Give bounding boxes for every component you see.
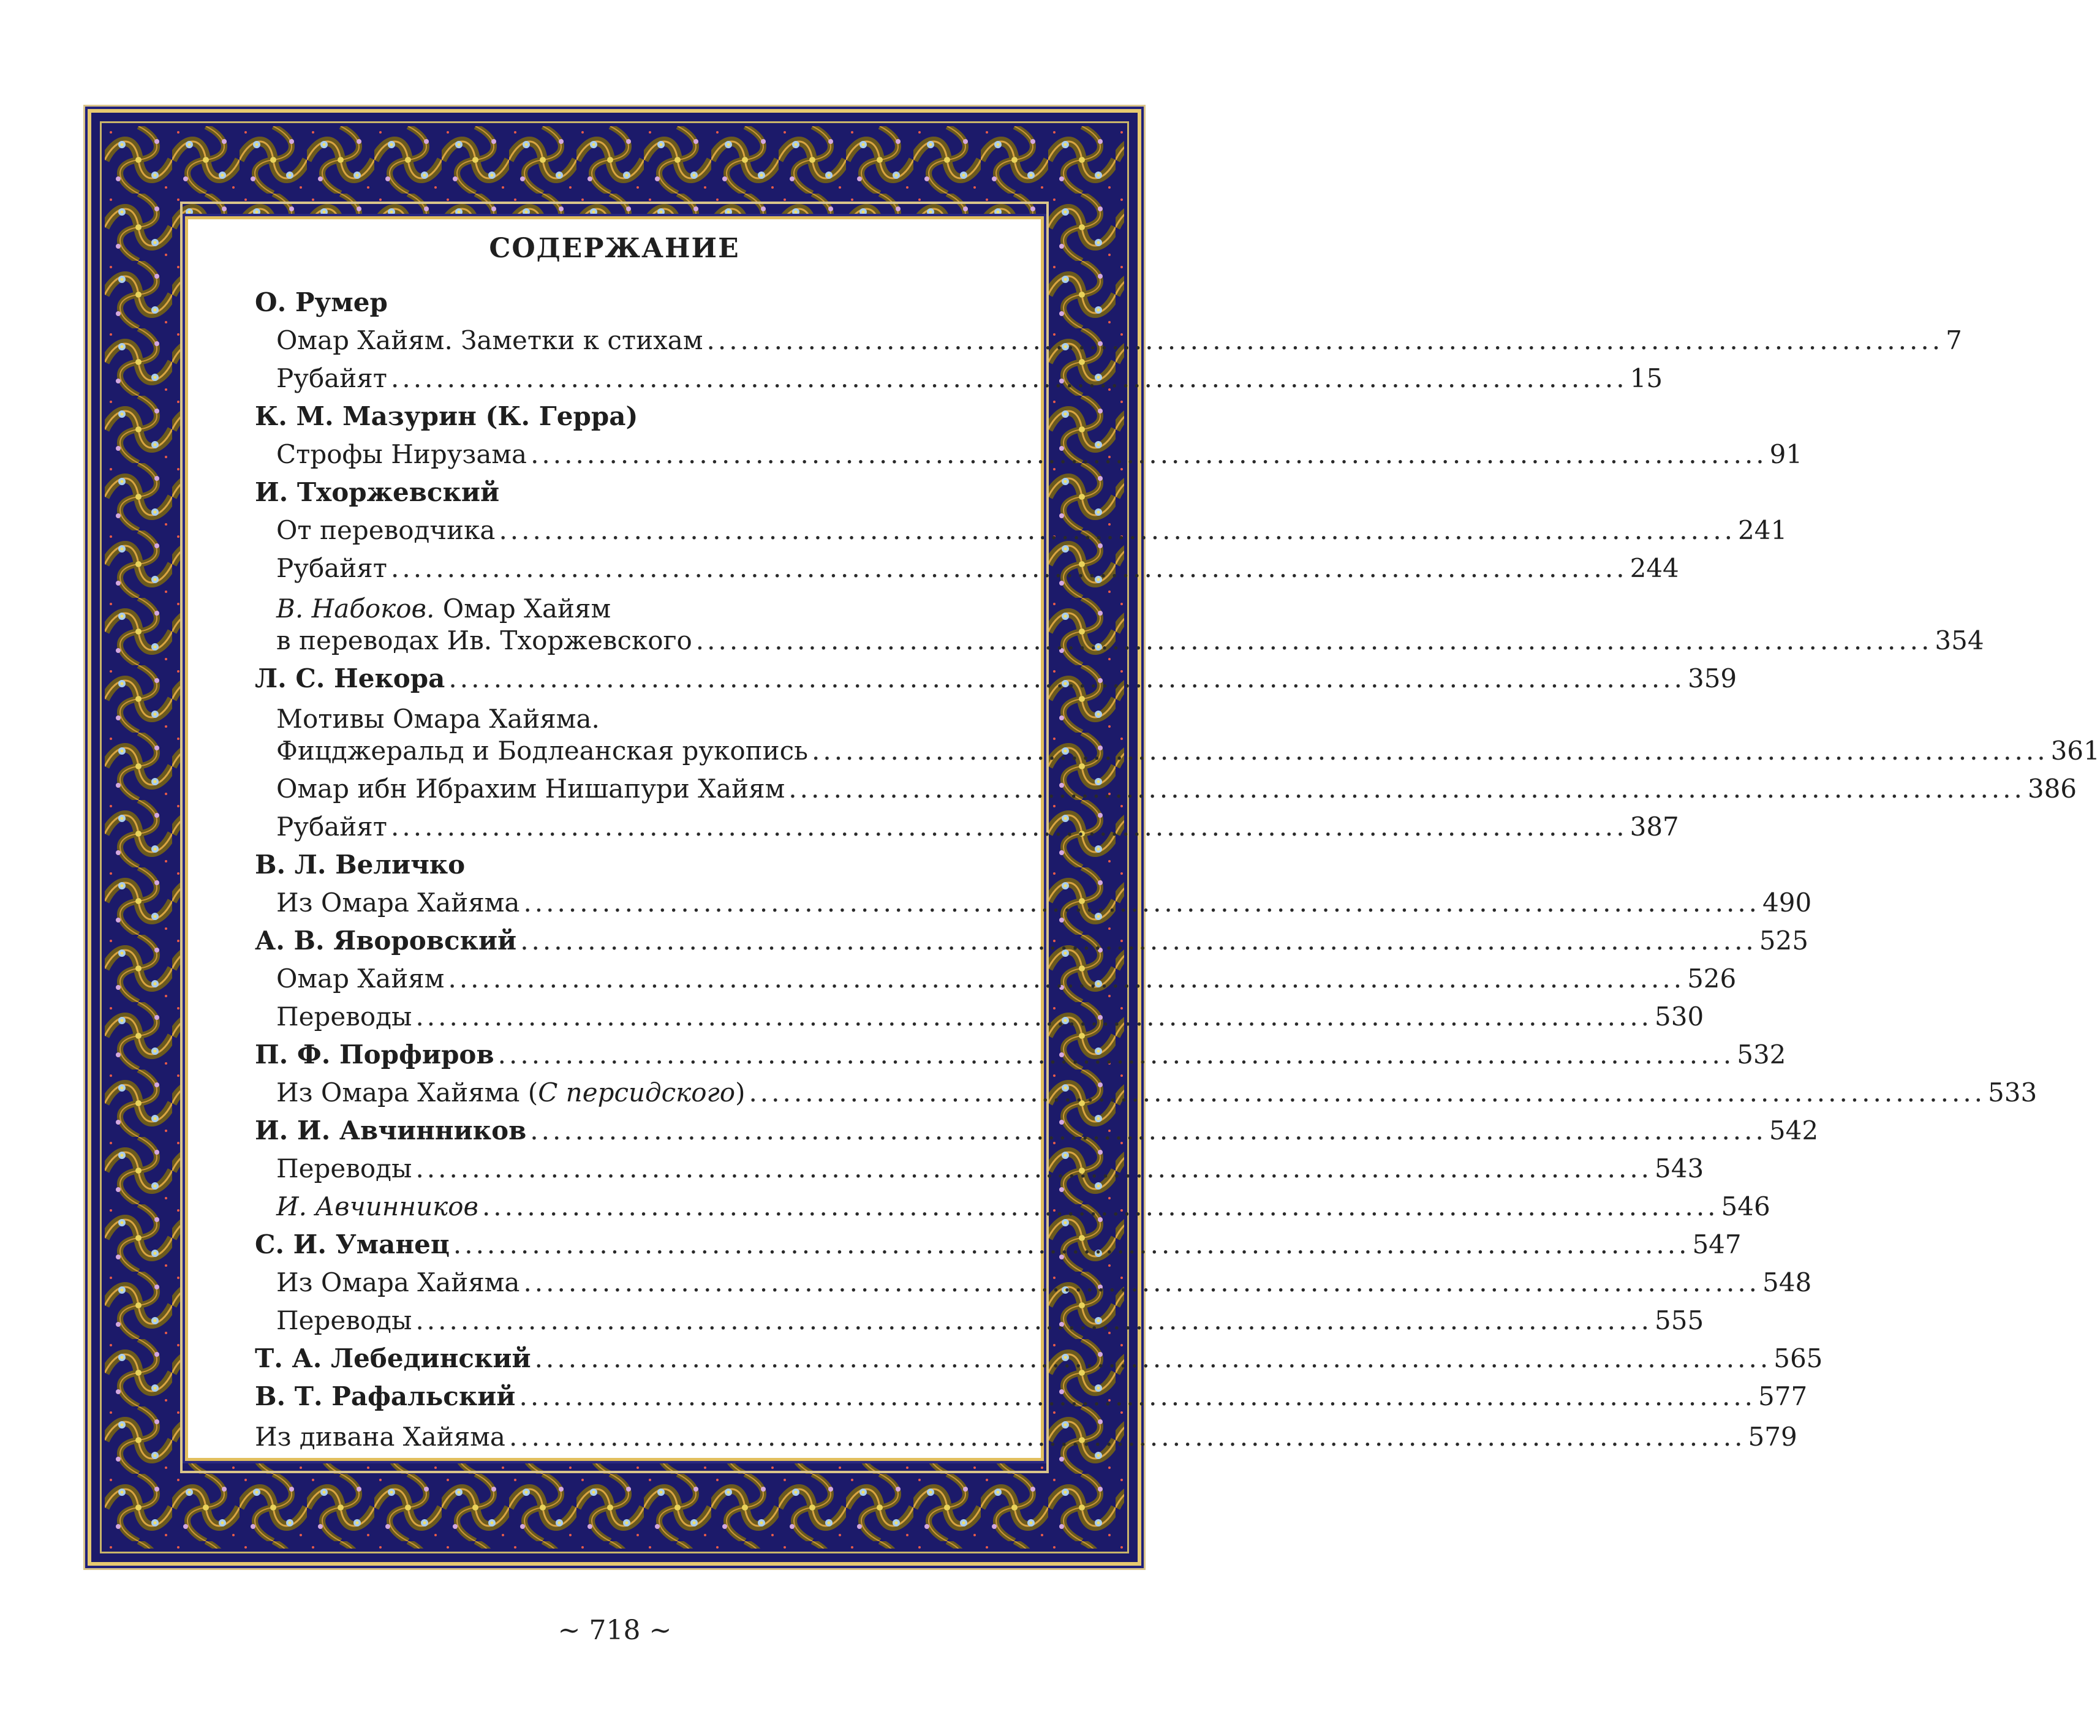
toc-entry-subtitle: С персидского [538, 1077, 736, 1108]
page-number: 361 [2050, 736, 2100, 766]
toc-entry-title: Переводы [276, 1305, 412, 1335]
toc-author-velichko[interactable] [255, 846, 964, 884]
toc-entry[interactable] [276, 960, 1737, 998]
dot-leader: .............................................................................................................. [415, 1002, 1653, 1032]
dot-leader: .............................................................................................................. [523, 1267, 1761, 1297]
toc-entry-title: От переводчика [276, 515, 496, 545]
dot-leader: .............................................................................................................. [508, 1422, 1746, 1452]
toc-entry[interactable] [276, 808, 1679, 846]
toc-entry-title: Переводы [276, 1002, 412, 1032]
dot-leader: .............................................................................................................. [519, 1381, 1756, 1411]
toc-entry-title: Мотивы Омара Хайяма. [276, 704, 600, 734]
dot-leader: .............................................................................................................. [706, 325, 1944, 355]
dot-leader: .............................................................................................................. [695, 625, 1933, 655]
toc-author-yavorovsky[interactable] [255, 922, 1808, 960]
toc-entry-title: Рубайят [276, 363, 388, 393]
dot-leader: .............................................................................................................. [448, 964, 1685, 994]
page-number: 91 [1769, 439, 1803, 469]
toc-author-nekora[interactable] [255, 660, 1737, 698]
page-number: 542 [1769, 1115, 1819, 1145]
dot-leader: .............................................................................................................. [415, 1153, 1653, 1183]
toc-entry[interactable] [276, 884, 1812, 922]
page-folio: ~ 718 ~ [557, 1615, 672, 1646]
toc-entry-title: Рубайят [276, 812, 388, 842]
toc-entry-title: И. Авчинников [276, 1191, 478, 1221]
toc-entry-title: в переводах Ив. Тхоржевского [276, 625, 692, 655]
toc-entry-nekora-motivy-line2[interactable] [276, 732, 2100, 770]
toc-entry[interactable] [276, 770, 2077, 808]
dot-leader: .............................................................................................................. [520, 926, 1757, 956]
toc-author-name: А. В. Яворовский [255, 926, 517, 956]
toc-author-name: О. Румер [255, 287, 388, 317]
page-number: 579 [1748, 1422, 1797, 1452]
dot-leader: .............................................................................................................. [482, 1191, 1719, 1221]
toc-entry-title: Омар Хайям [276, 964, 445, 994]
page-number: 244 [1630, 553, 1679, 583]
toc-author-tkhorzhevsky[interactable] [255, 474, 964, 511]
toc-entry-author: В. Набоков. [276, 594, 435, 624]
toc-author-name: Л. С. Некора [255, 663, 445, 693]
page-number: 532 [1737, 1040, 1786, 1070]
toc-author-name: И. Тхоржевский [255, 477, 500, 507]
toc-entry-title: Омар Хайям [442, 594, 611, 624]
toc-author-name: П. Ф. Порфиров [255, 1040, 494, 1070]
toc-entry[interactable] [276, 1302, 1704, 1340]
toc-author-name: Т. А. Лебединский [255, 1343, 531, 1373]
dot-leader: .............................................................................................................. [415, 1305, 1653, 1335]
page-number: 241 [1738, 515, 1788, 545]
page-number: 359 [1687, 663, 1737, 693]
toc-author-mazurin[interactable] [255, 398, 964, 436]
page-number: 15 [1630, 363, 1663, 393]
dot-leader: .............................................................................................................. [523, 888, 1761, 918]
toc-entry-title: Из дивана Хайяма [255, 1422, 505, 1452]
page-number: 526 [1687, 964, 1737, 994]
page-number: 7 [1946, 325, 1962, 355]
dot-leader: .............................................................................................................. [531, 439, 1767, 469]
toc-author-rumer[interactable] [255, 284, 964, 322]
toc-author-rafalsky[interactable] [255, 1378, 1808, 1416]
page-number: 386 [2027, 774, 2077, 804]
page-number: 530 [1655, 1002, 1704, 1032]
toc-entry[interactable] [276, 436, 1803, 474]
toc-entry-paren: ) [735, 1077, 746, 1108]
page-number: 525 [1759, 926, 1808, 956]
toc-entry[interactable] [276, 1150, 1704, 1188]
page-number: 548 [1762, 1267, 1812, 1297]
toc-entry[interactable] [276, 549, 1679, 587]
dot-leader: .............................................................................................................. [448, 663, 1685, 693]
toc-entry-title: Из Омара Хайяма [276, 1267, 520, 1297]
dot-leader: .............................................................................................................. [530, 1115, 1767, 1145]
dot-leader: .............................................................................................................. [391, 553, 1628, 583]
page-number: 490 [1762, 888, 1812, 918]
page-number: 543 [1655, 1153, 1704, 1183]
toc-author-lebedinsky[interactable] [255, 1340, 1823, 1378]
dot-leader: .............................................................................................................. [391, 363, 1628, 393]
toc-entry-title: Фицджеральд и Бодлеанская рукопись [276, 736, 808, 766]
toc-entry-title: Переводы [276, 1153, 412, 1183]
toc-entry[interactable] [276, 1264, 1812, 1302]
toc-author-name: В. Т. Рафальский [255, 1381, 516, 1411]
dot-leader: .............................................................................................................. [497, 1040, 1735, 1070]
dot-leader: .............................................................................................................. [788, 774, 2025, 804]
page-title: СОДЕРЖАНИЕ [489, 233, 740, 264]
contents-panel [185, 216, 2100, 1461]
toc-entry-title: Рубайят [276, 553, 388, 583]
dot-leader: .............................................................................................................. [499, 515, 1736, 545]
page-number: 555 [1655, 1305, 1704, 1335]
toc-entry-iz-divana[interactable] [255, 1418, 1797, 1456]
toc-author-umanets[interactable] [255, 1226, 1742, 1264]
toc-author-name: К. М. Мазурин (К. Герра) [255, 401, 638, 431]
toc-entry-title: Из Омара Хайяма [276, 888, 520, 918]
page-number: 354 [1935, 625, 1984, 655]
dot-leader: .............................................................................................................. [534, 1343, 1772, 1373]
page-number: 577 [1758, 1381, 1808, 1411]
toc-entry-title: Строфы Нирузама [276, 439, 527, 469]
toc-entry[interactable] [276, 322, 1962, 360]
toc-entry[interactable] [276, 360, 1663, 398]
toc-author-porfirov[interactable] [255, 1036, 1786, 1074]
page-number: 546 [1721, 1191, 1770, 1221]
toc-entry-title: Омар ибн Ибрахим Нишапури Хайям [276, 774, 785, 804]
toc-author-name: В. Л. Величко [255, 850, 466, 880]
toc-entry[interactable] [276, 1074, 2038, 1112]
dot-leader: .............................................................................................................. [391, 812, 1628, 842]
toc-entry-title: Из Омара Хайяма ( [276, 1077, 538, 1108]
dot-leader: .............................................................................................................. [812, 736, 2049, 766]
page-number: 387 [1630, 812, 1679, 842]
toc-entry-title: Омар Хайям. Заметки к стихам [276, 325, 703, 355]
dot-leader: .............................................................................................................. [749, 1077, 1986, 1108]
page-number: 547 [1692, 1229, 1742, 1259]
toc-author-name: С. И. Уманец [255, 1229, 450, 1259]
dot-leader: .............................................................................................................. [453, 1229, 1690, 1259]
toc-entry[interactable] [276, 998, 1704, 1036]
toc-entry[interactable] [276, 511, 1788, 549]
toc-entry-nabokov-line2[interactable] [276, 622, 1984, 660]
toc-author-avchinnikov[interactable] [255, 1112, 1819, 1150]
page-number: 533 [1988, 1077, 2038, 1108]
page-number: 565 [1773, 1343, 1823, 1373]
toc-entry[interactable] [276, 1188, 1770, 1226]
toc-author-name: И. И. Авчинников [255, 1115, 527, 1145]
